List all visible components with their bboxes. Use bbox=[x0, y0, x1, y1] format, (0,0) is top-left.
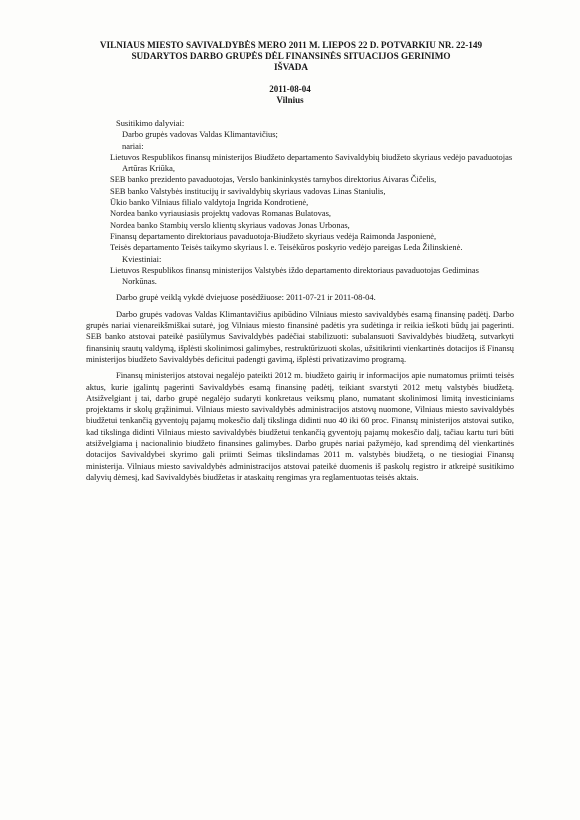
paragraph-situation: Darbo grupės vadovas Valdas Klimantavičius apibūdino Vilniaus miesto savivaldybės esamą finansinę padėtį. Darbo grupės nariai vienareikšmiškai sutarė, jog Vilniaus miesto finansinė padėtis yra sudėtinga ir reikia ieškoti būdų jai pagerinti. SEB banko atstovai pateikė pasiūlymus Savivaldybės padėčiai stabilizuoti: subalansuoti Savivaldybės biudžetą, sutvarkyti finansinių srautų valdymą, išplėsti skolinimosi galimybes, restruktūrizuoti skolas, užsitikrinti vienkartinės dotacijos iš Finansų ministerijos biudžeto Savivaldybės deficitui padengti gavimą, išplėsti privatizavimo programą. bbox=[86, 308, 514, 364]
member-item: Finansų departamento direktoriaus pavaduotoja-Biudžeto skyriaus vedėja Raimonda Jasponienė, bbox=[110, 230, 437, 241]
paragraph-meetings: Darbo grupė veiklą vykdė dviejuose posėdžiuose: 2011-07-21 ir 2011-08-04. bbox=[116, 292, 376, 303]
document-city: Vilnius bbox=[276, 94, 304, 105]
member-item: Nordea banko Stambių verslo klientų skyriaus vadovas Jonas Urbonas, bbox=[110, 219, 350, 230]
document-date: 2011-08-04 bbox=[269, 84, 311, 94]
members-label: nariai: bbox=[122, 140, 144, 151]
header-line-3: IŠVADA bbox=[273, 62, 309, 72]
member-item: Nordea banko vyriausiasis projektų vadovas Romanas Bulatovas, bbox=[110, 208, 331, 219]
member-item: SEB banko prezidento pavaduotojas, Verslo bankininkystės tarnybos direktorius Aivaras Čičelis, bbox=[110, 174, 437, 185]
member-item: SEB banko Valstybės institucijų ir savivaldybių skyriaus vadovas Linas Staniulis, bbox=[110, 185, 386, 196]
invited-label: Kviestiniai: bbox=[122, 253, 162, 264]
participants-label: Susitikimo dalyviai: bbox=[116, 118, 185, 128]
header-line-2: SUDARYTOS DARBO GRUPĖS DĖL FINANSINĖS SITUACIJOS GERINIMO bbox=[131, 51, 451, 61]
member-item: Ūkio banko Vilniaus filialo valdytoja Ingrida Kondrotienė, bbox=[110, 197, 309, 208]
group-leader: Darbo grupės vadovas Valdas Klimantavičius; bbox=[122, 129, 278, 140]
header-line-1: VILNIAUS MIESTO SAVIVALDYBĖS MERO 2011 M. LIEPOS 22 D. POTVARKIU NR. 22-149 bbox=[99, 40, 483, 50]
document-body bbox=[86, 118, 514, 483]
paragraph-ministry: Finansų ministerijos atstovai negalėjo pateikti 2012 m. biudžeto gairių ir informacijos apie numatomus priimti teisės aktus, kurie įgalintų pagerinti Savivaldybės esamą finansinę padėtį, teikiant svarstyti 2012 metų valstybės biudžetą. Atsižvelgiant į tai, darbo grupė negalėjo sudaryti konkretaus veiksmų plano, numatant skolinimosi limitą investiciniams projektams ir skolų grąžinimui. Vilniaus miesto savivaldybės administracijos atstovų nuomone, Vilniaus miesto savivaldybės biudžetui tenkančią gyventojų pajamų mokesčio dalį tikslinga didinti nuo 40 iki 60 proc. Finansų ministerijos atstovai sutiko, kad tikslinga didinti Vilniaus miesto savivaldybės biudžetui tenkančią gyventojų pajamų mokesčio dalį, tačiau kartu turi būti atsižvelgiama į nacionalinio biudžeto finansines galimybes. Darbo grupės nariai pažymėjo, kad sprendimą dėl vienkartinės dotacijos Savivaldybei skyrimo gali priimti Seimas tikslindamas 2011 m. valstybės biudžetą, o ne tiesiogiai Finansų ministerija. Vilniaus miesto savivaldybės administracijos atstovai pateikė duomenis iš paskolų registro ir atkreipė susitikimo dalyvių dėmesį, kad Savivaldybės biudžetas ir ataskaitų rengimas yra reglamentuotas teisės aktais. bbox=[86, 370, 514, 482]
member-item: Teisės departamento Teisės taikymo skyriaus l. e. Teisėkūros poskyrio vedėjo pareigas Leda Žilinskienė. bbox=[110, 242, 463, 253]
member-item: Lietuvos Respublikos finansų ministerijos Biudžeto departamento Savivaldybių biudžeto skyriaus vedėjo pavaduotojas Artūras Kriūka, bbox=[110, 151, 513, 174]
document-header bbox=[96, 40, 486, 73]
document-date-block bbox=[200, 84, 380, 105]
invited-item: Lietuvos Respublikos finansų ministerijos Valstybės iždo departamento direktoriaus pavaduotojas Gediminas Norkūnas. bbox=[110, 264, 479, 287]
